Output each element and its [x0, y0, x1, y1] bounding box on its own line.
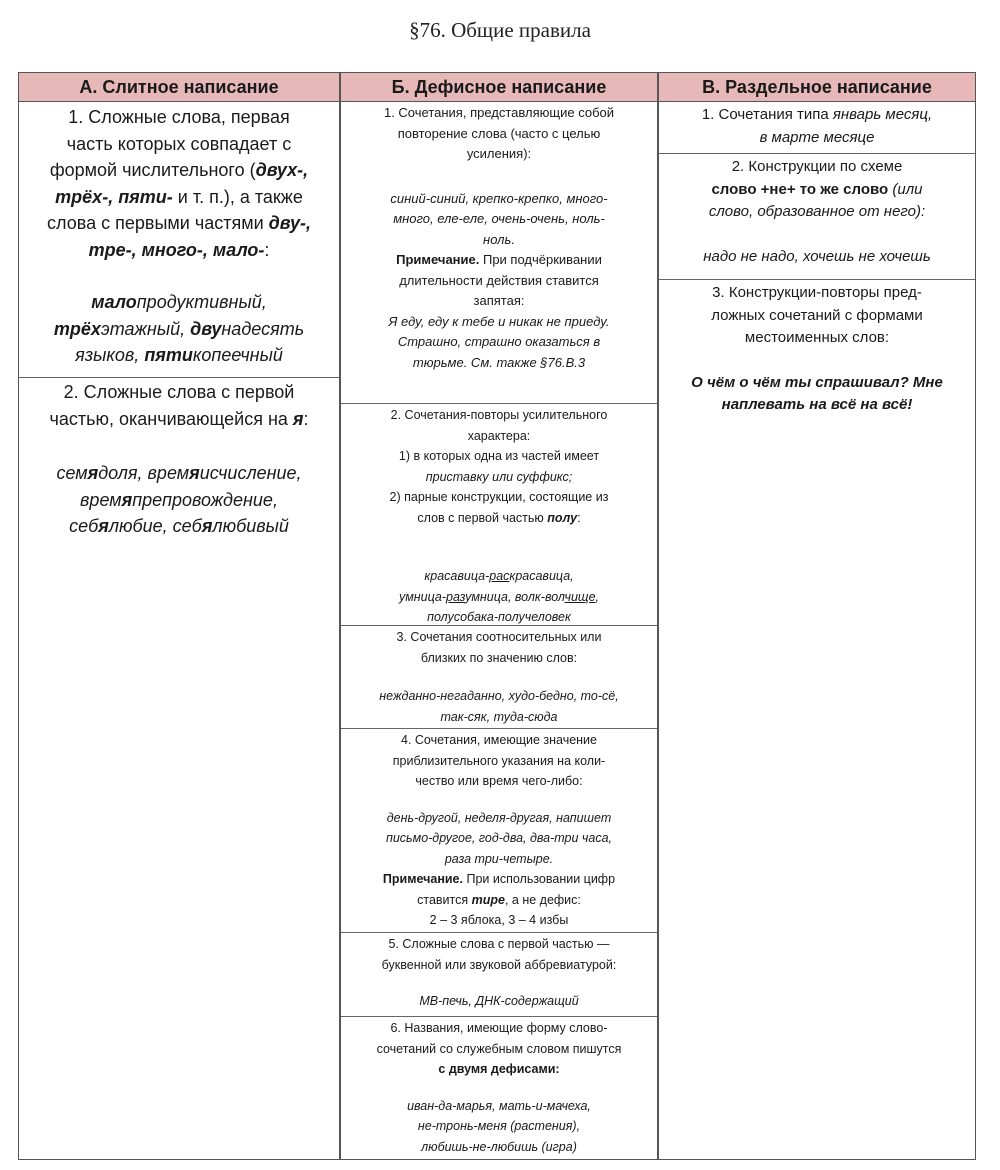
rule-text: 1. Сложные слова, первая [68, 107, 290, 127]
example-text: малопродуктивный, [91, 292, 267, 312]
rule-b3 [341, 626, 657, 729]
example-text: наплевать на всё на всё! [721, 396, 913, 413]
example-text: раза три-четыре. [444, 851, 554, 866]
rule-text: формой числительного (двух-, [49, 160, 309, 180]
rule-b5 [341, 933, 657, 1017]
rule-text: часть которых совпадает с [66, 133, 292, 154]
rule-text: 2. Конструкции по схеме [731, 158, 903, 175]
note-text: 2 – 3 яблока, 3 – 4 избы [429, 913, 569, 927]
example-text: много, еле-еле, очень-очень, ноль- [393, 211, 605, 226]
column-header-b: Б. Дефисное написание [341, 72, 657, 102]
rule-text: тре-, много-, мало-: [88, 239, 270, 260]
rule-text: усиления): [466, 146, 532, 161]
rule-text: 4. Сочетания, имеющие значение [401, 733, 597, 747]
example-text: МВ-печь, ДНК-содержащий [419, 994, 579, 1008]
example-text: О чём о чём ты спрашивал? Мне [691, 373, 943, 391]
rule-text: 6. Названия, имеющие форму слово- [390, 1021, 608, 1035]
rule-text: 5. Сложные слова с первой частью — [388, 937, 610, 951]
rule-text: приблизительного указания на коли- [392, 753, 606, 768]
example-text: Я еду, еду к тебе и никак не приеду. [388, 313, 610, 329]
rule-text: близких по значению слов: [420, 650, 578, 665]
rule-text: слов с первой частью полу: [417, 510, 581, 525]
example-text: полусобака-получеловек [427, 610, 571, 624]
rule-c3 [659, 280, 975, 1158]
rule-c1 [659, 102, 975, 154]
note-text: Примечание. При использовании цифр [382, 872, 616, 886]
rule-text: ложных сочетаний с формами [711, 306, 923, 324]
example-text: синий-синий, крепко-крепко, много- [390, 190, 608, 206]
rule-text: сочетаний со служебным словом пишутся [376, 1041, 622, 1056]
rule-text: 2. Сочетания-повторы усилительного [390, 408, 608, 422]
example-text: времяпрепровождение, [80, 489, 278, 510]
rule-text: чество или время чего-либо: [415, 774, 583, 788]
rule-text: трёх-, пяти- и т. п.), а также [55, 186, 303, 207]
note-text: длительности действия ставится [399, 272, 599, 288]
example-text: языков, пятикопеечный [75, 345, 283, 365]
example-text: красавица-раскрасавица, [424, 569, 574, 583]
example-text: надо не надо, хочешь не хочешь [703, 247, 931, 265]
rule-text: слова с первыми частями дву-, [47, 213, 311, 233]
example-text: тюрьме. См. также §76.В.3 [412, 354, 586, 370]
example-text: день-другой, неделя-другая, напишет [386, 810, 612, 825]
example-text: Страшно, страшно оказаться в [397, 334, 601, 349]
rule-text: 3. Конструкции-повторы пред- [712, 284, 922, 301]
rule-text: повторение слова (часто с целью [397, 125, 601, 141]
rule-text: характера: [467, 428, 531, 443]
rule-text: слово +не+ то же слово (или [711, 180, 923, 198]
rule-text: в марте месяце [759, 128, 875, 146]
example-text: любишь-не-любишь (игра) [421, 1139, 577, 1154]
rule-b4 [341, 729, 657, 933]
rule-text: 1. Сочетания, представляющие собой [383, 105, 615, 120]
example-text: себялюбие, себялюбивый [69, 516, 289, 536]
example-text: нежданно-негаданно, худо-бедно, то-сё, [379, 689, 619, 703]
rule-text: 1) в которых одна из частей имеет [398, 449, 600, 463]
example-text: ноль. [483, 231, 515, 247]
rule-text: приставку или суффикс; [425, 469, 573, 484]
page-title: §76. Общие правила [409, 18, 591, 42]
rule-b1 [341, 102, 657, 404]
note-text: запятая: [473, 293, 525, 308]
rule-a2 [19, 378, 339, 1138]
example-text: так-сяк, туда-сюда [440, 709, 558, 724]
column-separate-spelling [658, 72, 976, 1160]
column-header-c: В. Раздельное написание [659, 72, 975, 102]
rule-text: 2. Сложные слова с первой [63, 382, 295, 402]
rule-text: 3. Сочетания соотносительных или [396, 630, 602, 644]
note-text: ставится тире, а не дефис: [417, 892, 581, 907]
rule-a1 [19, 102, 339, 378]
example-text: не-тронь-меня (растения), [417, 1119, 581, 1133]
rule-text: с двумя дефисами: [438, 1062, 560, 1076]
rule-text: буквенной или звуковой аббревиатурой: [381, 957, 617, 972]
example-text: иван-да-марья, мать-и-мачеха, [407, 1098, 591, 1113]
column-header-a: А. Слитное написание [19, 72, 339, 102]
column-solid-spelling [18, 72, 340, 1160]
rule-text: местоименных слов: [744, 329, 890, 346]
rule-text: 2) парные конструкции, состоящие из [389, 490, 609, 504]
column-hyphen-spelling [340, 72, 658, 1160]
example-text: умница-разумница, волк-волчище, [398, 589, 600, 604]
rule-text: 1. Сочетания типа январь месяц, [701, 106, 933, 123]
rule-text: частью, оканчивающейся на я: [49, 408, 309, 429]
rule-b6 [341, 1017, 657, 1157]
rule-text: слово, образованное от него): [708, 203, 926, 220]
example-text: трёхэтажный, двунадесять [53, 318, 305, 339]
rule-b2 [341, 404, 657, 626]
rule-c2 [659, 154, 975, 280]
example-text: семядоля, времяисчисление, [56, 463, 302, 483]
example-text: письмо-другое, год-два, два-три часа, [385, 831, 613, 845]
note-text: Примечание. При подчёркивании [396, 252, 602, 267]
